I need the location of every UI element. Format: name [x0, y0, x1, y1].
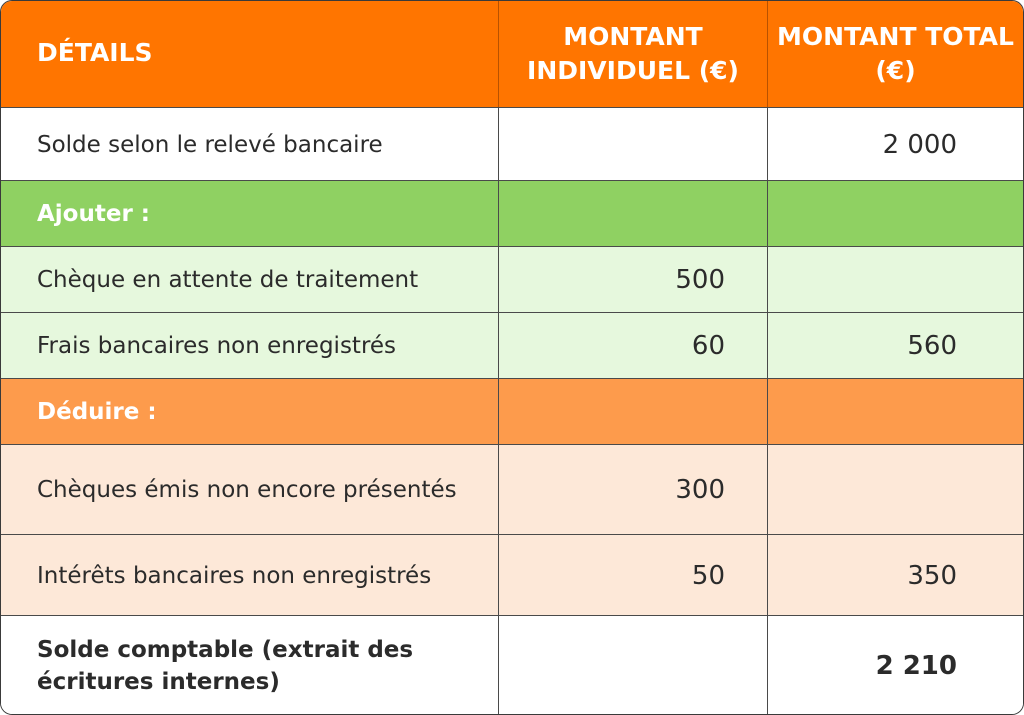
table-row [1, 246, 1023, 313]
row-total-amount: 350 [767, 535, 1023, 616]
row-individual-amount [498, 379, 767, 445]
row-total-amount [767, 445, 1023, 535]
section-label-add: Ajouter : [37, 201, 151, 227]
table-row [1, 312, 1023, 379]
table-header-row [1, 1, 1023, 107]
header-details: DÉTAILS [37, 38, 153, 67]
row-individual-amount: 500 [498, 247, 767, 313]
table-row [1, 534, 1023, 616]
row-label: Chèques émis non encore présentés [37, 477, 457, 503]
row-total-amount [767, 379, 1023, 445]
header-individual-amount: MONTANT INDIVIDUEL (€) [498, 1, 767, 107]
section-label-deduct: Déduire : [37, 399, 157, 425]
row-label: Frais bancaires non enregistrés [37, 333, 397, 359]
table-row-total [1, 615, 1023, 715]
row-individual-amount: 300 [498, 445, 767, 535]
row-label: Solde selon le relevé bancaire [37, 131, 383, 158]
row-label: Solde comptable (extrait des écritures internes) [37, 636, 414, 695]
row-total-amount: 2 210 [767, 616, 1023, 715]
section-row-deduct [1, 378, 1023, 445]
row-individual-amount [498, 616, 767, 715]
row-total-amount: 2 000 [767, 108, 1023, 181]
table-row [1, 107, 1023, 181]
header-total-amount: MONTANT TOTAL (€) [767, 1, 1023, 107]
row-individual-amount: 50 [498, 535, 767, 616]
row-individual-amount: 60 [498, 313, 767, 379]
row-label: Chèque en attente de traitement [37, 267, 419, 293]
row-total-amount [767, 181, 1023, 247]
table-row [1, 444, 1023, 535]
section-row-add [1, 180, 1023, 247]
row-label: Intérêts bancaires non enregistrés [37, 562, 432, 589]
row-total-amount [767, 247, 1023, 313]
row-individual-amount [498, 108, 767, 181]
row-total-amount: 560 [767, 313, 1023, 379]
row-individual-amount [498, 181, 767, 247]
